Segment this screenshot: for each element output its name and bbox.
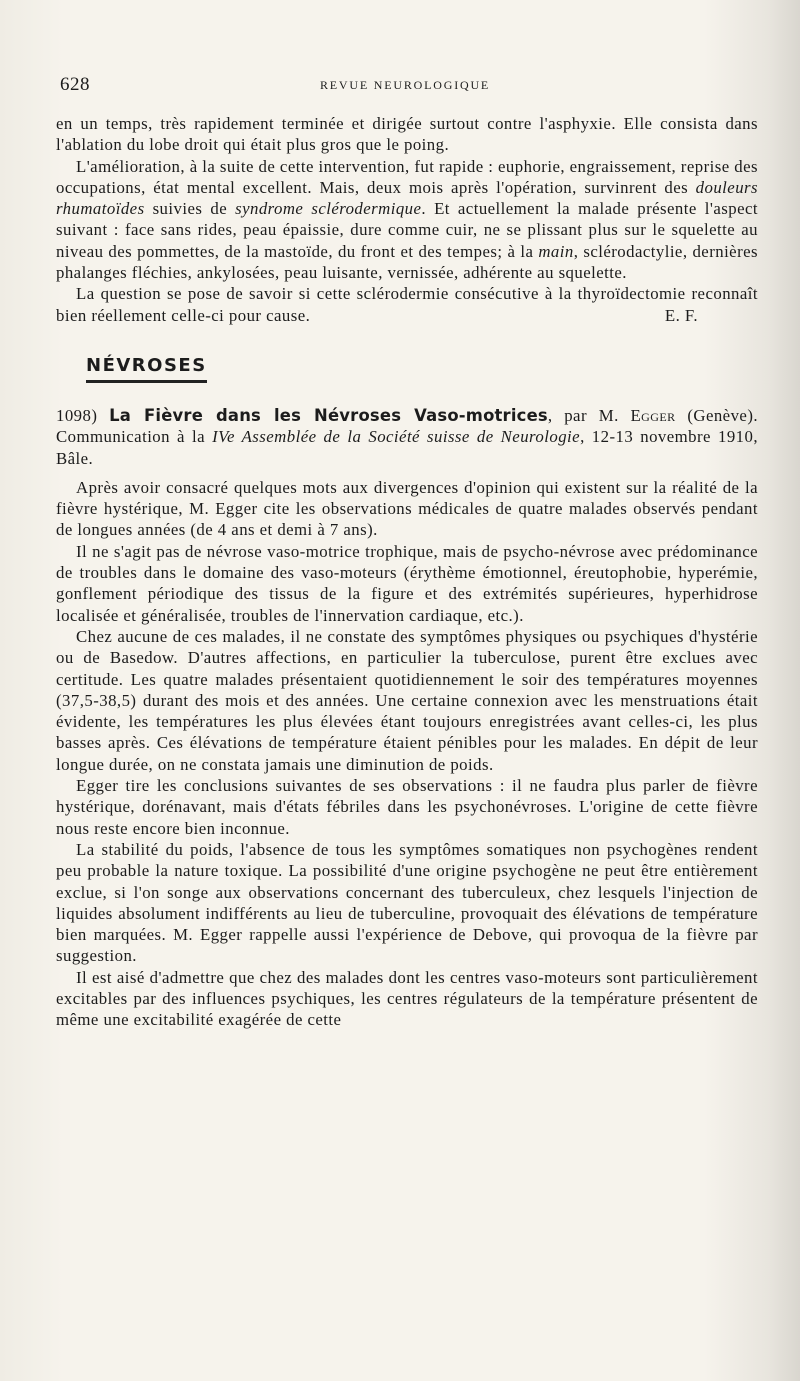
abstract-paragraph: Après avoir consacré quelques mots aux divergences d'opinion qui existent sur la réalité de la fièvre hystérique, M. Egger cite les observations médicales de quatre malades observés pendant de longues années (de 4 ans et demi à 7 ans).: [56, 477, 758, 540]
clinical-text-c: . Et actuellement la malade présente l'aspect suivant : face sans rides, peau épaissie, dure comme cuir, ne se plissant plus sur le squelette au niveau des pommettes, de la mastoïde, du front et des tempes; à la: [56, 199, 758, 261]
emphasis-syndrome: syndrome sclérodermique: [235, 199, 422, 219]
continuation-paragraph: [56, 113, 758, 156]
entry-title: La Fièvre dans les Névroses Vaso-motrices: [109, 405, 548, 425]
question-text: La question se pose de savoir si cette sclérodermie consécutive à la thyroïdectomie reconnaît bien réellement celle-ci pour cause.: [56, 284, 758, 325]
abstract-paragraph: La stabilité du poids, l'absence de tous les symptômes somatiques non psychogènes rendent peu probable la nature toxique. La possibilité d'une origine psychogène ne peut être entièrement exclue, si l'on songe aux observations concernant des tuberculeux, chez lesquels l'injection de liquides absolument indifférents au lieu de tuberculine, provoquait des élévations de température bien marquées. M. Egger rappelle aussi l'expérience de Debove, qui provoqua de la fièvre par suggestion.: [56, 839, 758, 966]
entry-author: Egger: [630, 405, 676, 425]
entry-citation: [56, 405, 758, 469]
emphasis-douleurs: douleurs rhumatoïdes: [56, 177, 758, 219]
abstract-paragraph: Il ne s'agit pas de névrose vaso-motrice trophique, mais de psycho-névrose avec prédominance de troubles dans le domaine des vaso-moteurs (érythème émotionnel, éreutophobie, hyperémie, gonflement périodique des tissus de la figure et des extrémités supérieures, hyperhidrose localisée et généralisée, troubles de l'innervation cardiaque, etc.).: [56, 541, 758, 625]
author-initials: E. F.: [664, 305, 698, 325]
abstract-paragraph: Egger tire les conclusions suivantes de ses observations : il ne faudra plus parler de fièvre hystérique, dorénavant, mais d'états fébriles dans les psychonévroses. L'origine de cette fièvre nous reste encore bien inconnue.: [56, 776, 758, 838]
continuation-text: en un temps, très rapidement terminée et dirigée surtout contre l'asphyxie. Elle consista dans l'ablation du lobe droit qui était plus gros que le poing.: [56, 114, 758, 155]
entry-date: , 12-13 novembre 1910, Bâle.: [56, 427, 758, 468]
clinical-paragraph: [56, 156, 758, 284]
clinical-text-d: , sclérodactylie, dernières phalanges fléchies, ankylosées, peau luisante, vernissée, adhérente au squelette.: [56, 241, 758, 283]
entry-number: 1098): [56, 405, 98, 425]
question-paragraph: [56, 283, 758, 326]
entry-venue: IVe Assemblée de la Société suisse de Neurologie: [212, 427, 581, 447]
section-heading: NÉVROSES: [86, 356, 207, 383]
page-body: [56, 113, 758, 1031]
running-header: [60, 74, 760, 98]
clinical-text-b: suivies de: [144, 199, 236, 219]
clinical-text-a: L'amélioration, à la suite de cette intervention, fut rapide : euphorie, engraissement, reprise des occupations, état mental excellent. Mais, deux mois après l'opération, survinrent des: [56, 156, 758, 197]
entry-by: , par M.: [547, 405, 631, 425]
emphasis-main: main: [538, 241, 574, 261]
abstract-entry: [56, 405, 758, 469]
abstract-paragraph: Il est aisé d'admettre que chez des malades dont les centres vaso-moteurs sont particulièrement excitables par des influences psychiques, les centres régulateurs de la température présentent de même une excitabilité exagérée de cette: [56, 967, 758, 1030]
journal-title: REVUE NEUROLOGIQUE: [320, 78, 491, 92]
entry-place: (Genève). Communication à la: [56, 405, 759, 447]
page-number: 628: [60, 74, 90, 95]
abstract-paragraph: Chez aucune de ces malades, il ne constate des symptômes physiques ou psychiques d'hystérie ou de Basedow. D'autres affections, en particulier la tuberculose, purent être exclues avec certitude. Les quatre malades présentaient quotidiennement le soir des températures moyennes (37,5-38,5) durant des mois et des années. Une certaine connexion avec les menstruations était évidente, les températures les plus élevées étant toujours enregistrées avant celles-ci, les plus basses après. Ces élévations de température étaient pénibles pour les malades. En dépit de leur longue durée, on ne constata jamais une diminution de poids.: [56, 626, 758, 774]
